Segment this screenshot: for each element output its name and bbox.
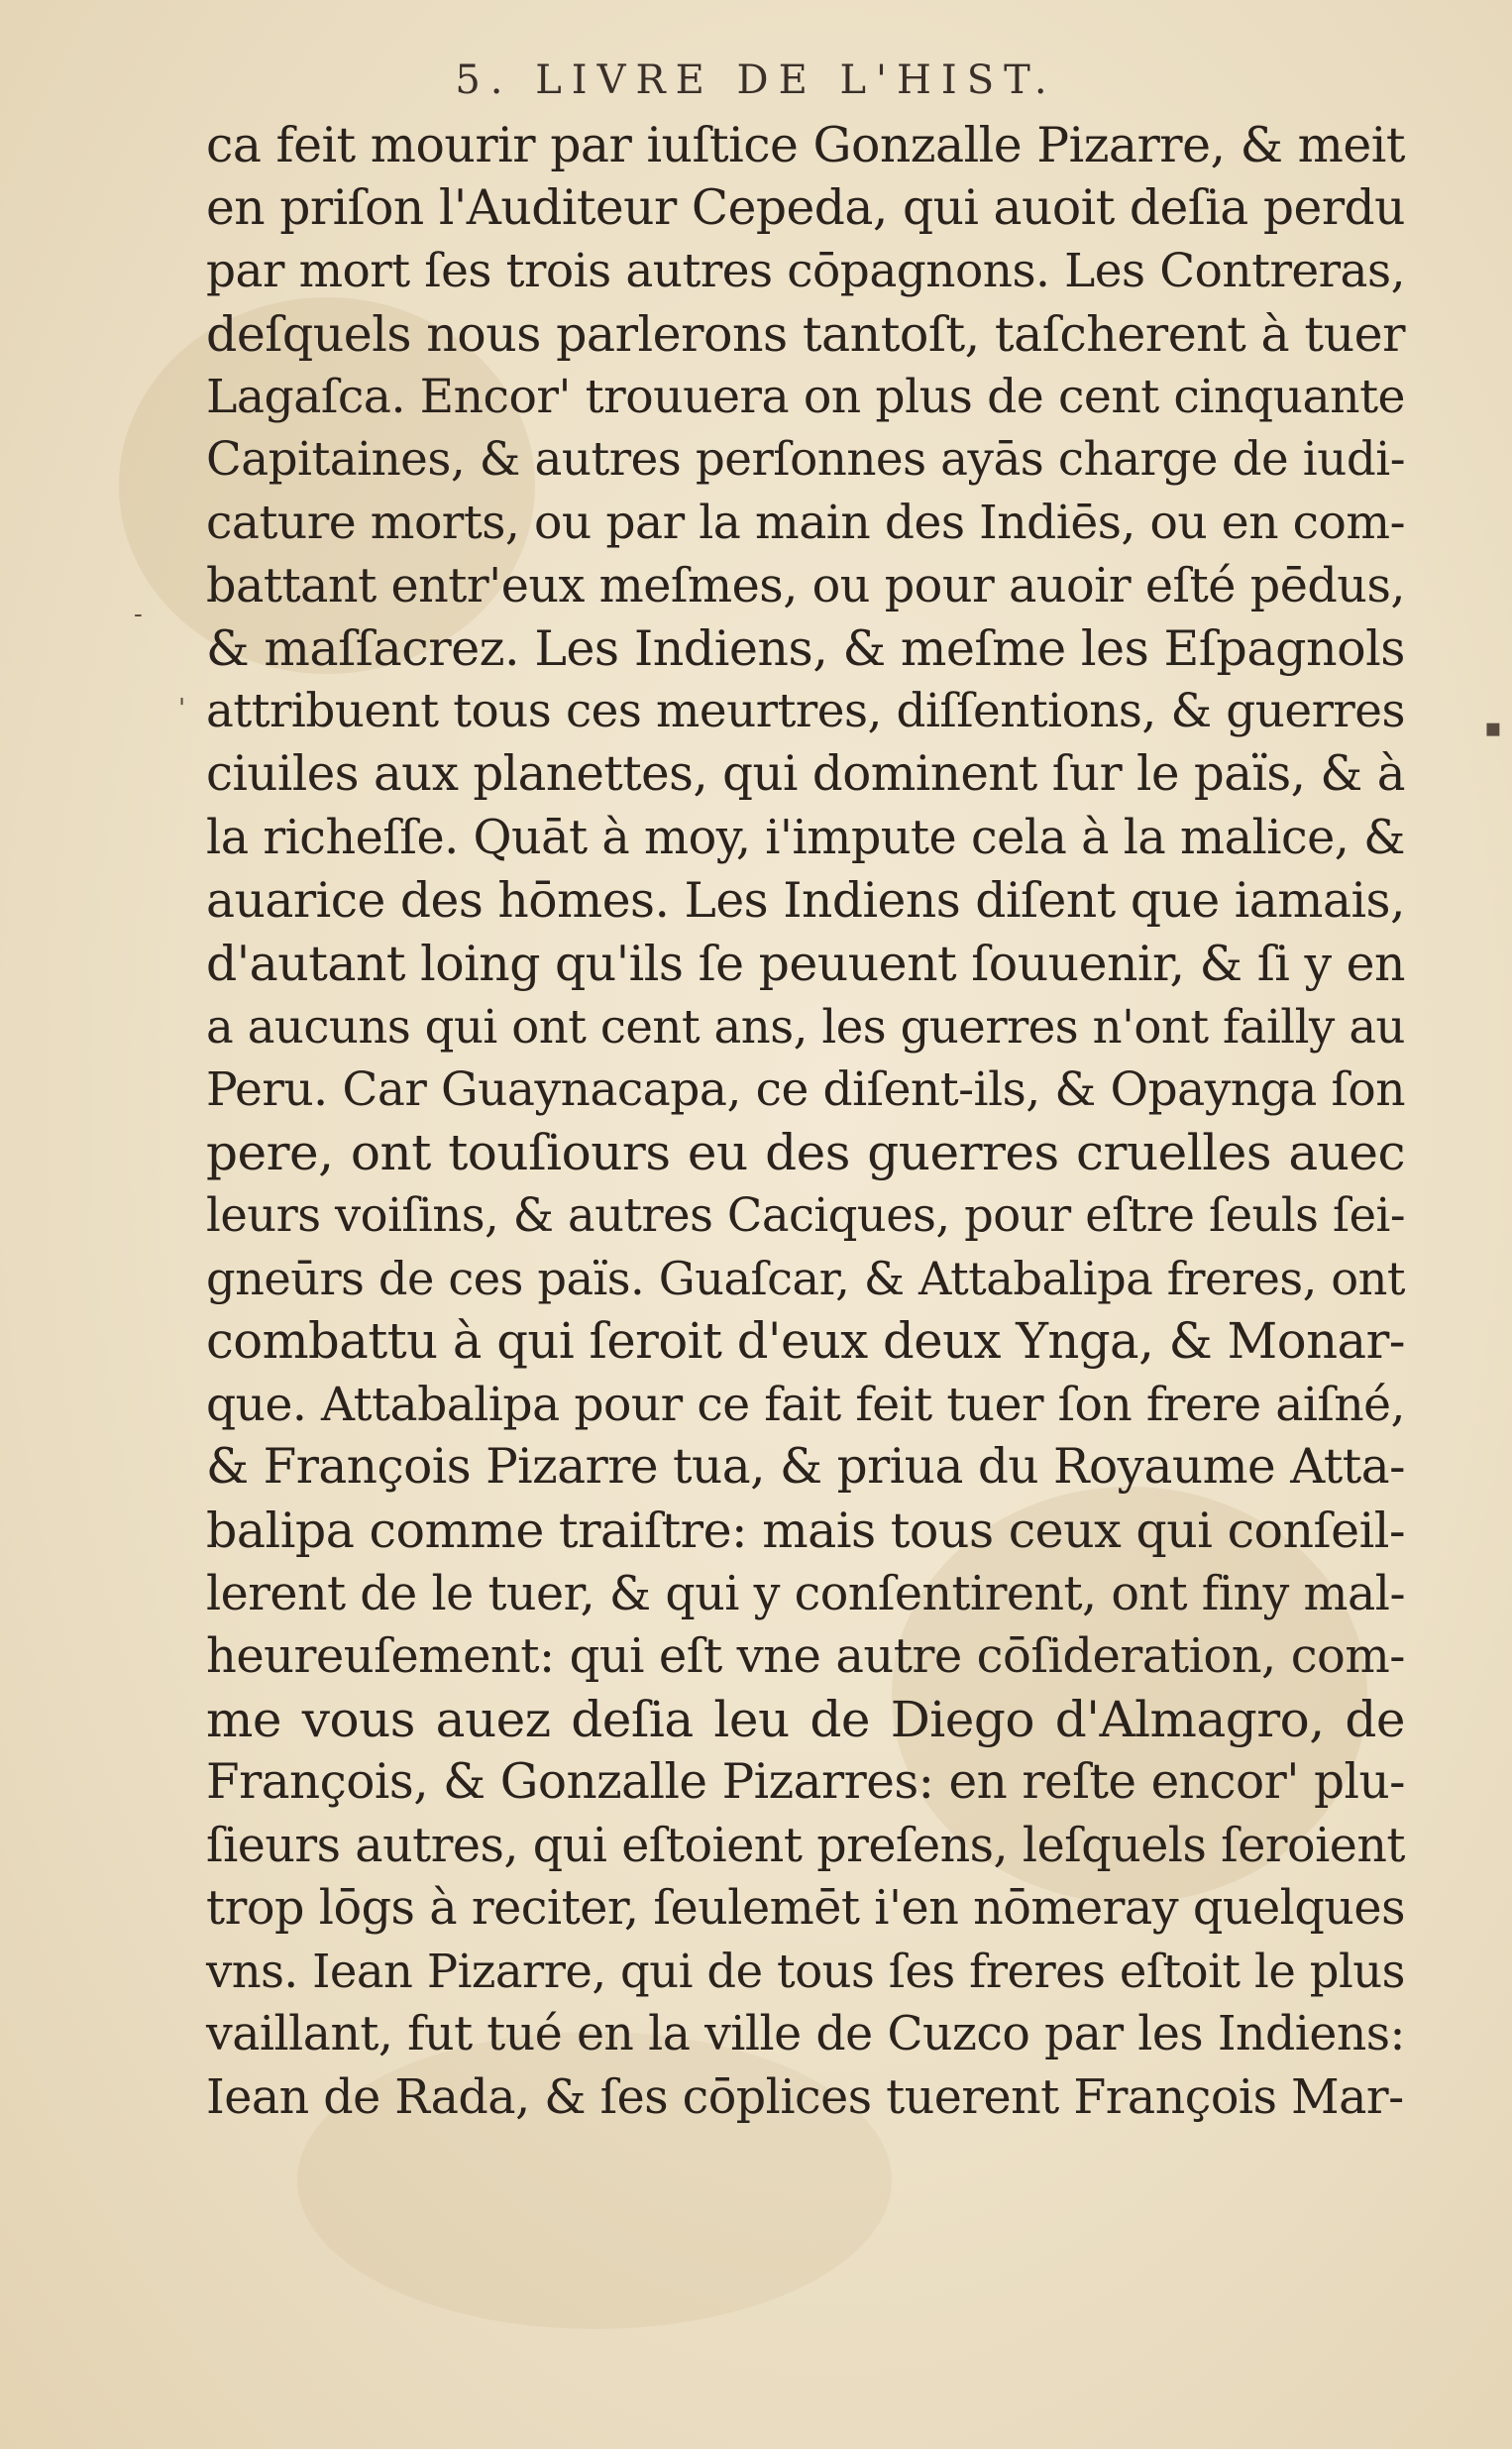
running-head: 5. LIVRE DE L'HIST. [455, 57, 1057, 103]
text-line: vns. Iean Pizarre, qui de tous ſes freres eſtoit le plus [206, 1944, 1405, 1998]
text-line: la richeſſe. Quāt à moy, i'impute cela à la malice, & [206, 811, 1405, 866]
text-line: d'autant loing qu'ils ſe peuuent ſouuenir, & ſi y en [206, 936, 1405, 993]
text-line: & maſſacrez. Les Indiens, & meſme les Eſpagnols [206, 619, 1405, 678]
text-line: cature morts, ou par la main des Indiēs, ou en com- [206, 496, 1405, 551]
text-line: ca feit mourir par iuſtice Gonzalle Pizarre, & meit [206, 117, 1405, 173]
text-line: ciuiles aux planettes, qui dominent ſur le païs, & à [206, 746, 1405, 803]
text-line: leurs voiſins, & autres Caciques, pour eſtre ſeuls ſei- [206, 1188, 1405, 1243]
text-line: balipa comme traiſtre: mais tous ceux qui conſeil- [206, 1503, 1405, 1560]
text-line: Iean de Rada, & ſes cōplices tuerent François Mar- [206, 2069, 1404, 2125]
text-line: en priſon l'Auditeur Cepeda, qui auoit deſia perdu [206, 179, 1405, 236]
text-line: a aucuns qui ont cent ans, les guerres n'ont failly au [206, 999, 1405, 1054]
text-line: par mort ſes trois autres cōpagnons. Les Contreras, [206, 244, 1405, 299]
margin-mark: - [134, 600, 143, 629]
text-line: François, & Gonzalle Pizarres: en reſte encor' plu- [206, 1754, 1405, 1811]
margin-mark: ▪ [1484, 714, 1502, 743]
text-line: trop lōgs à reciter, ſeulemēt i'en nōmeray quelques [206, 1881, 1405, 1937]
text-line: que. Attabalipa pour ce fait feit tuer ſon frere aiſné, [206, 1377, 1405, 1432]
text-line: ſieurs autres, qui eſtoient preſens, leſquels ſeroient [206, 1818, 1405, 1873]
text-line: auarice des hōmes. Les Indiens diſent que iamais, [206, 872, 1405, 929]
text-line: me vous auez deſia leu de Diego d'Almagro, de [206, 1690, 1405, 1748]
margin-mark: ' [178, 694, 186, 724]
text-line: Lagaſca. Encor' trouuera on plus de cent cinquante [206, 370, 1405, 425]
text-line: combattu à qui ſeroit d'eux deux Ynga, & Monar- [206, 1312, 1405, 1371]
text-line: heureuſement: qui eſt vne autre cōſideration, com- [206, 1629, 1405, 1685]
text-line: lerent de le tuer, & qui y conſentirent, ont finy mal- [206, 1566, 1405, 1621]
text-line: gneūrs de ces païs. Guaſcar, & Attabalipa freres, ont [206, 1251, 1405, 1305]
text-line: deſquels nous parlerons tantoſt, taſcherent à tuer [206, 305, 1405, 363]
text-line: Capitaines, & autres perſonnes ayās charge de iudi- [206, 432, 1405, 487]
body-text [206, 114, 1405, 2130]
text-line: Peru. Car Guaynacapa, ce diſent-ils, & Opaynga ſon [206, 1062, 1405, 1118]
text-line: & François Pizarre tua, & priua du Royaume Atta- [206, 1439, 1405, 1496]
text-line: attribuent tous ces meurtres, diſſentions, & guerres [206, 684, 1405, 738]
text-line: vaillant, fut tué en la ville de Cuzco par les Indiens: [206, 2007, 1405, 2062]
text-line: battant entr'eux meſmes, ou pour auoir eſté pēdus, [206, 558, 1405, 613]
text-line: pere, ont touſiours eu des guerres cruelles auec [206, 1123, 1405, 1181]
